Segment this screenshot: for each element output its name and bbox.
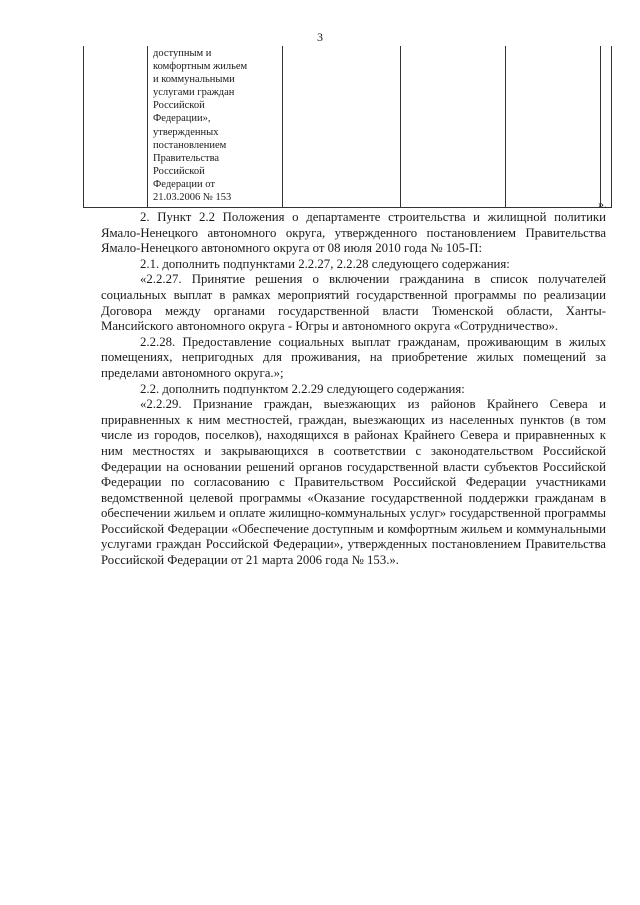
paragraph-item-2-2: 2.2. дополнить подпунктом 2.2.29 следующего содержания: [140, 381, 465, 396]
paragraph-subpoint-2-2-28: 2.2.28. Предоставление социальных выплат гражданам, проживающим в жилых помещениях, непригодных для проживания, на приобретение жилых помещений за пределами автономного округа.»; [101, 334, 606, 380]
paragraph-item-2: 2. Пункт 2.2 Положения о департаменте строительства и жилищной политики Ямало-Ненецкого автономного округа, утвержденного постановлением Правительства Ямало-Ненецкого автономного округа от 08 июля 2010 года № 105-П: [101, 210, 606, 256]
paragraph-subpoint-2-2-27: «2.2.27. Принятие решения о включении гражданина в список получателей социальных выплат в рамках мероприятий государственной программы по реализации Договора между органами государственной власти Тюменской области, Ханты-Мансийского автономного округа - Югры и автономного округа «Сотрудничество». [101, 272, 606, 334]
page-number: 3 [317, 30, 323, 44]
table-cell-empty-6 [601, 46, 612, 208]
table-cell-text: доступным и комфортным жильем и коммунальными услугами граждан Российской Федерации», утвержденных постановлением Правительства Российской Федерации от 21.03.2006 № 153 [153, 48, 248, 204]
table-cell-empty-5 [506, 46, 601, 208]
closing-quote-mark: ». [598, 197, 607, 211]
table-cell-empty-3 [283, 46, 401, 208]
paragraph-subpoint-2-2-29: «2.2.29. Признание граждан, выезжающих из районов Крайнего Севера и приравненных к ним местностей, граждан, выезжающих из населенных пунктов (в том числе из городов, поселков), находящихся в районах Крайнего Севера и приравненных к ним местностях и закрывающихся в соответствии с законодательством Российской Федерации на основании решений органов государственной власти субъектов Российской Федерации по согласованию с Правительством Российской Федерации участниками ведомственной целевой программы «Оказание государственной поддержки гражданам в обеспечении жильем и оплате жилищно-коммунальных услуг» государственной программы Российской Федерации «Обеспечение доступным и комфортным жильем и коммунальными услугами граждан Российской Федерации», утвержденных постановлением Правительства Российской Федерации от 21 марта 2006 года № 153.». [101, 397, 606, 568]
continuation-table [83, 46, 612, 208]
table-cell-program-text [148, 46, 283, 208]
table-cell-empty-1 [84, 46, 148, 208]
paragraph-item-2-1: 2.1. дополнить подпунктами 2.2.27, 2.2.28 следующего содержания: [140, 256, 510, 271]
table-cell-empty-4 [401, 46, 506, 208]
document-body [101, 210, 606, 569]
